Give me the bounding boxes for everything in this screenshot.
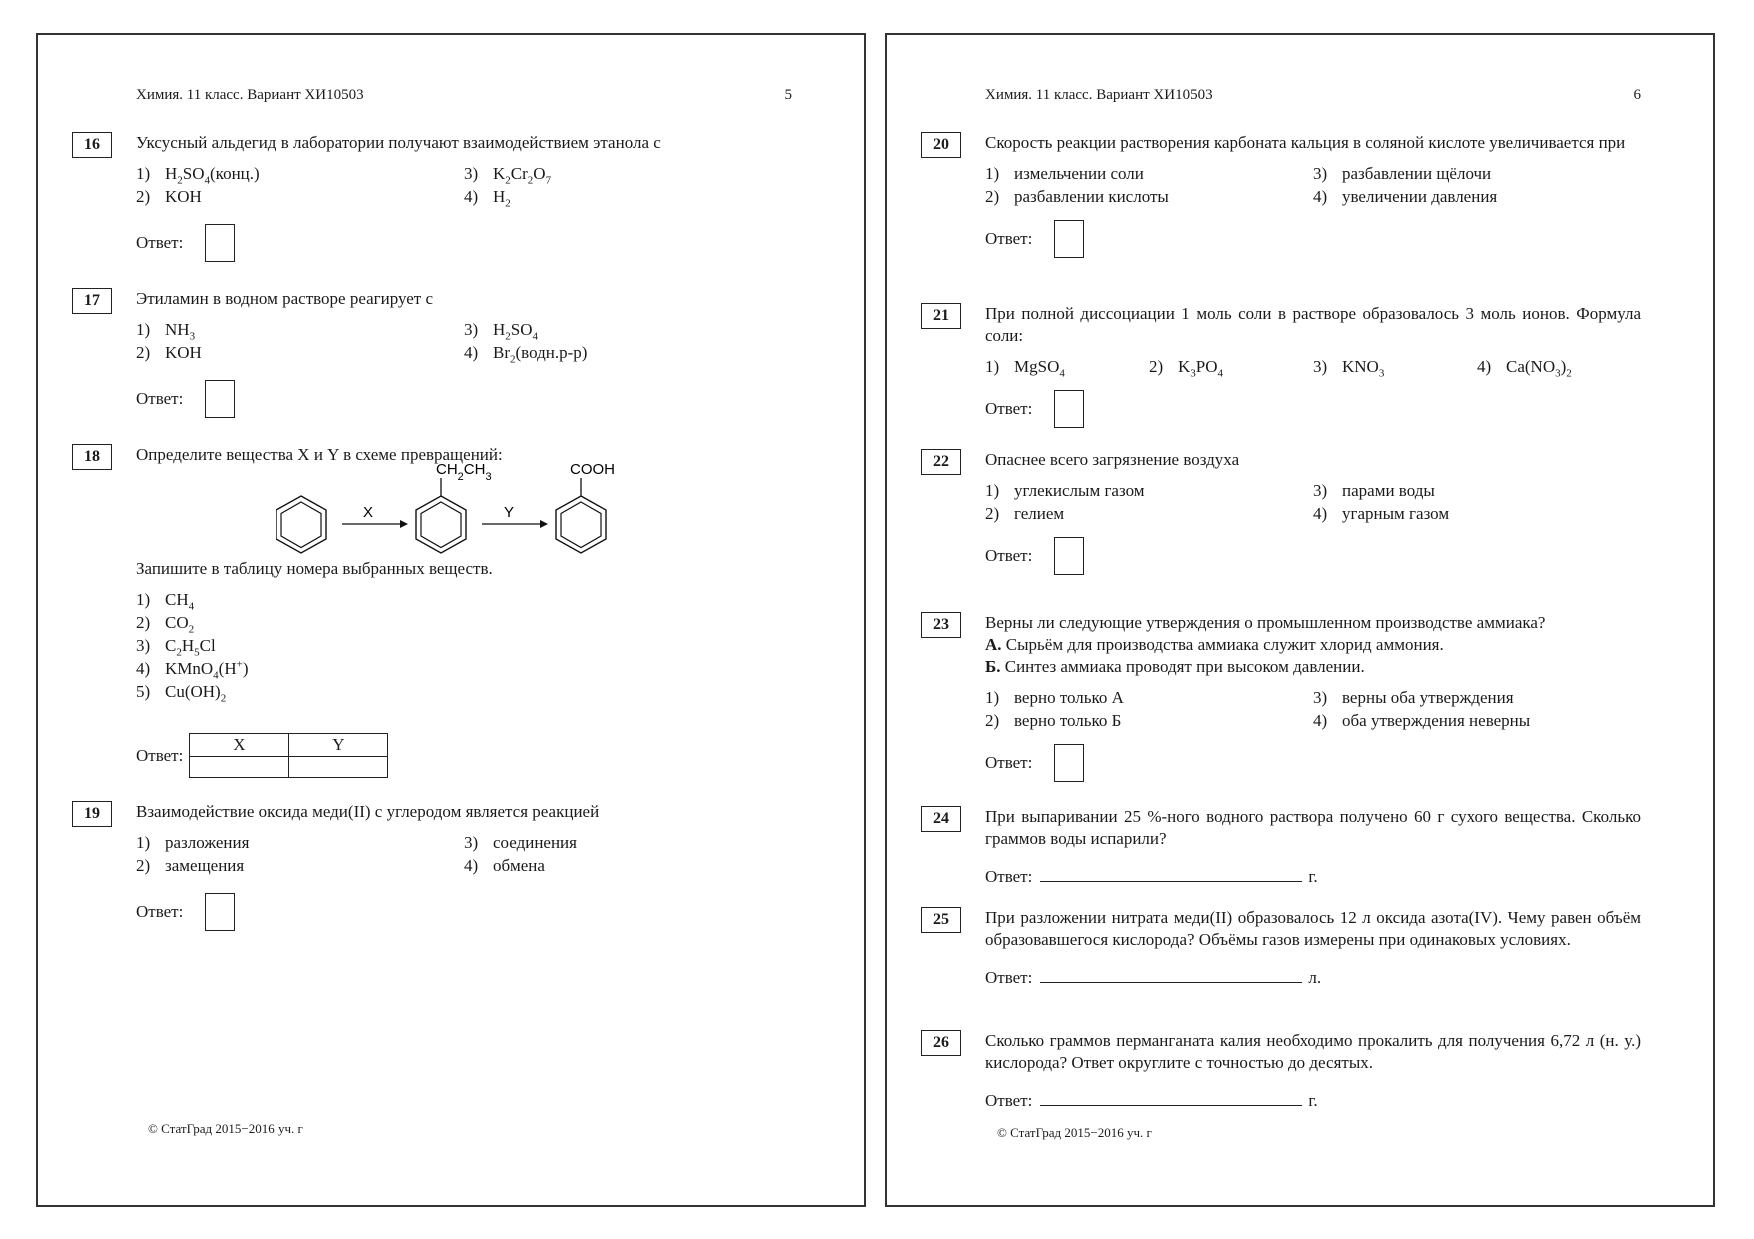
answer-label: Ответ: (985, 753, 1033, 772)
list-item-formula: KMnO$_4$(H+) (165, 658, 249, 682)
options (985, 163, 1641, 208)
option-3[interactable] (464, 319, 792, 341)
reaction-scheme (276, 458, 656, 556)
option-4[interactable] (1313, 186, 1641, 208)
statement-b (985, 656, 1641, 678)
question-number: 20 (921, 132, 961, 158)
table-header-x: X (190, 734, 289, 757)
statement-a (985, 634, 1641, 656)
question-text: При разложении нитрата меди(II) образовалось 12 л оксида азота(IV). Чему равен объём образовавшегося кислорода? Объёмы газов измерены при одинаковых условиях. (985, 908, 1641, 949)
option-number: 3) (1313, 688, 1328, 707)
answer-label: Ответ: (136, 745, 184, 765)
option-number: 3) (1313, 481, 1328, 500)
list-item-number: 3) (136, 636, 151, 655)
option-number: 1) (985, 481, 1000, 500)
option-3[interactable] (1313, 356, 1477, 378)
option-text: MgSO$_4$ (1014, 357, 1065, 380)
list-item-formula: $CO_2$ (165, 613, 195, 636)
option-text: $NH_3$ (165, 320, 196, 343)
option-number: 2) (136, 856, 151, 875)
answer-row (136, 380, 792, 418)
question-20 (921, 132, 1641, 258)
question-17 (72, 288, 792, 418)
option-1[interactable] (985, 356, 1149, 378)
option-1[interactable] (985, 480, 1313, 502)
answer-box[interactable] (1054, 220, 1084, 258)
option-2[interactable] (985, 710, 1313, 732)
question-number: 21 (921, 303, 961, 329)
option-text: верно только А (1014, 688, 1124, 707)
options (136, 832, 792, 877)
option-1[interactable] (136, 319, 464, 341)
option-text: углекислым газом (1014, 481, 1145, 500)
question-number: 16 (72, 132, 112, 158)
question-number: 17 (72, 288, 112, 314)
option-text: измельчении соли (1014, 164, 1144, 183)
option-text: увеличении давления (1342, 187, 1498, 206)
option-3[interactable] (1313, 480, 1641, 502)
question-text: Этиламин в водном растворе реагирует с (136, 289, 434, 308)
page-number: 5 (784, 87, 792, 103)
question-text: Уксусный альдегид в лаборатории получают взаимодействием этанола с (136, 133, 661, 152)
question-22 (921, 449, 1641, 575)
question-text: Скорость реакции растворения карбоната кальция в соляной кислоте увеличивается при (985, 133, 1626, 152)
benzene-ring-icon (276, 496, 326, 553)
option-4[interactable] (464, 186, 792, 208)
option-number: 3) (1313, 357, 1328, 376)
option-3[interactable] (464, 832, 792, 854)
option-text: $Br_2(водн.р-р)$ (493, 343, 588, 366)
substance-list (136, 589, 792, 703)
answer-line[interactable] (1040, 863, 1302, 882)
option-number: 4) (1477, 357, 1492, 376)
question-text: Сколько граммов перманганата калия необходимо прокалить для получения 6,72 л (н. у.) кислорода? Ответ округлите с точностью до десятых. (985, 1031, 1641, 1072)
option-number: 4) (464, 343, 479, 362)
option-4[interactable] (464, 342, 792, 364)
option-text: угарным газом (1342, 504, 1450, 523)
ethylbenzene-ring-icon (416, 478, 466, 553)
answer-label: Ответ: (985, 1091, 1033, 1110)
arrow-y-label: Y (503, 504, 515, 521)
answer-box[interactable] (1054, 390, 1084, 428)
option-text: замещения (165, 856, 245, 875)
option-1[interactable] (985, 687, 1313, 709)
option-number: 2) (985, 504, 1000, 523)
option-text: оба утверждения неверны (1342, 711, 1531, 730)
option-2[interactable] (985, 503, 1313, 525)
list-item-number: 2) (136, 613, 151, 632)
question-16 (72, 132, 792, 262)
option-text: верны оба утверждения (1342, 688, 1514, 707)
option-text: соединения (493, 833, 577, 852)
substituent-ethyl: $CH_2CH_3$ (436, 461, 492, 483)
question-number: 19 (72, 801, 112, 827)
options (985, 687, 1641, 732)
statement-b-text: Синтез аммиака проводят при высоком давлении. (1004, 657, 1365, 676)
answer-label: Ответ: (136, 389, 184, 408)
header-title: Химия. 11 класс. Вариант ХИ10503 (136, 87, 364, 103)
answer-row (985, 220, 1641, 258)
question-number: 26 (921, 1030, 961, 1056)
option-number: 1) (985, 164, 1000, 183)
answer-label: Ответ: (985, 546, 1033, 565)
table-header-y: Y (289, 734, 388, 757)
option-3[interactable] (1313, 163, 1641, 185)
exam-page-left (36, 33, 866, 1207)
page-header (985, 87, 1641, 104)
page-header (136, 87, 792, 104)
list-item-number: 1) (136, 590, 151, 609)
option-number: 4) (1313, 187, 1328, 206)
question-text: Определите вещества X и Y в схеме превращений: (136, 445, 503, 464)
answer-row (985, 1087, 1641, 1112)
options (136, 163, 792, 208)
option-number: 2) (985, 711, 1000, 730)
list-item-formula: $C_2H_5Cl$ (165, 636, 216, 659)
option-text: $H_2$ (493, 187, 511, 210)
answer-label: Ответ: (985, 867, 1033, 886)
option-text: парами воды (1342, 481, 1435, 500)
option-2[interactable] (985, 186, 1313, 208)
answer-row (985, 390, 1641, 428)
question-number: 25 (921, 907, 961, 933)
answer-row (136, 224, 792, 262)
options (136, 319, 792, 364)
option-number: 1) (985, 357, 1000, 376)
question-23 (921, 612, 1641, 782)
list-item (136, 589, 792, 611)
question-text: При полной диссоциации 1 моль соли в растворе образовалось 3 моль ионов. Формула соли: (985, 304, 1641, 345)
option-text: $KNO_3$ (1342, 357, 1385, 380)
answer-label: Ответ: (136, 902, 184, 921)
instruction-text: Запишите в таблицу номера выбранных веществ. (136, 559, 493, 578)
question-number: 24 (921, 806, 961, 832)
question-number: 23 (921, 612, 961, 638)
option-text: $Ca(NO_3)_2$ (1506, 357, 1572, 380)
answer-cell-y[interactable] (289, 757, 388, 778)
option-text: $H_2SO_4$ (493, 320, 539, 343)
option-number: 2) (1149, 357, 1164, 376)
question-18 (72, 444, 792, 778)
page-footer: © СтатГрад 2015−2016 уч. г (997, 1125, 1152, 1140)
answer-box[interactable] (205, 224, 235, 262)
statement-a-label: А. (985, 635, 1002, 654)
option-text: разложения (165, 833, 250, 852)
question-19 (72, 801, 792, 931)
question-text: При выпаривании 25 %-ного водного раствора получено 60 г сухого вещества. Сколько граммов воды испарили? (985, 807, 1641, 848)
option-number: 4) (464, 856, 479, 875)
arrow-x-label: X (362, 504, 374, 521)
question-25 (921, 907, 1641, 989)
option-1[interactable] (136, 163, 464, 185)
option-text: верно только Б (1014, 711, 1122, 730)
answer-row (985, 744, 1641, 782)
option-number: 1) (136, 320, 151, 339)
answer-label: Ответ: (985, 968, 1033, 987)
answer-row (136, 893, 792, 931)
statement-a-text: Сырьём для производства аммиака служит хлорид аммония. (1005, 635, 1444, 654)
list-item (136, 612, 792, 634)
option-1[interactable] (985, 163, 1313, 185)
list-item-number: 5) (136, 682, 151, 701)
answer-box[interactable] (1054, 537, 1084, 575)
option-4[interactable] (1313, 710, 1641, 732)
answer-box[interactable] (1054, 744, 1084, 782)
header-title: Химия. 11 класс. Вариант ХИ10503 (985, 87, 1213, 103)
option-text: KOH (165, 187, 202, 206)
option-text: разбавлении щёлочи (1342, 164, 1492, 183)
option-text: $K_3PO_4$ (1178, 357, 1224, 380)
answer-unit: г. (1308, 867, 1318, 886)
answer-label: Ответ: (985, 399, 1033, 418)
list-item-formula: $Cu(OH)_2$ (165, 682, 227, 705)
answer-label: Ответ: (136, 233, 184, 252)
option-number: 1) (136, 833, 151, 852)
option-2[interactable] (1149, 356, 1313, 378)
option-number: 4) (464, 187, 479, 206)
option-text: $K_2Cr_2O_7$ (493, 164, 552, 187)
option-number: 3) (464, 320, 479, 339)
option-number: 2) (136, 187, 151, 206)
option-4[interactable] (1313, 503, 1641, 525)
statement-b-label: Б. (985, 657, 1001, 676)
answer-unit: г. (1308, 1091, 1318, 1110)
option-number: 1) (985, 688, 1000, 707)
question-number: 18 (72, 444, 112, 470)
option-2[interactable] (136, 855, 464, 877)
answer-table (189, 733, 388, 778)
answer-line[interactable] (1040, 1087, 1302, 1106)
answer-row (136, 733, 792, 778)
option-text: обмена (493, 856, 545, 875)
question-24 (921, 806, 1641, 888)
answer-box[interactable] (205, 893, 235, 931)
option-number: 3) (464, 164, 479, 183)
option-4[interactable] (1477, 356, 1641, 378)
answer-row (985, 863, 1641, 888)
option-1[interactable] (136, 832, 464, 854)
option-number: 3) (464, 833, 479, 852)
page-footer: © СтатГрад 2015−2016 уч. г (148, 1121, 303, 1136)
answer-row (985, 537, 1641, 575)
option-2[interactable] (136, 186, 464, 208)
question-21 (921, 303, 1641, 428)
option-4[interactable] (464, 855, 792, 877)
option-3[interactable] (464, 163, 792, 185)
list-item (136, 635, 792, 657)
answer-unit: л. (1308, 968, 1322, 987)
option-text: гелием (1014, 504, 1065, 523)
answer-row (985, 964, 1641, 989)
list-item (136, 681, 792, 703)
option-text: $H_2SO_4(конц.)$ (165, 164, 260, 187)
option-3[interactable] (1313, 687, 1641, 709)
option-number: 4) (1313, 711, 1328, 730)
substituent-cooh: COOH (570, 461, 615, 478)
answer-label: Ответ: (985, 229, 1033, 248)
option-number: 1) (136, 164, 151, 183)
option-number: 2) (985, 187, 1000, 206)
list-item (136, 658, 792, 680)
option-2[interactable] (136, 342, 464, 364)
option-text: разбавлении кислоты (1014, 187, 1169, 206)
list-item-formula: $CH_4$ (165, 590, 195, 613)
benzoic-acid-ring-icon (556, 478, 606, 553)
answer-box[interactable] (205, 380, 235, 418)
options (985, 356, 1641, 378)
page-number: 6 (1633, 87, 1641, 103)
answer-cell-x[interactable] (190, 757, 289, 778)
answer-line[interactable] (1040, 964, 1302, 983)
question-26 (921, 1030, 1641, 1112)
question-text: Взаимодействие оксида меди(II) с углеродом является реакцией (136, 802, 600, 821)
list-item-number: 4) (136, 659, 151, 678)
exam-page-right (885, 33, 1715, 1207)
option-text: KOH (165, 343, 202, 362)
question-text: Верны ли следующие утверждения о промышленном производстве аммиака? (985, 613, 1546, 632)
option-number: 2) (136, 343, 151, 362)
options (985, 480, 1641, 525)
option-number: 4) (1313, 504, 1328, 523)
question-number: 22 (921, 449, 961, 475)
option-number: 3) (1313, 164, 1328, 183)
question-text: Опаснее всего загрязнение воздуха (985, 450, 1240, 469)
